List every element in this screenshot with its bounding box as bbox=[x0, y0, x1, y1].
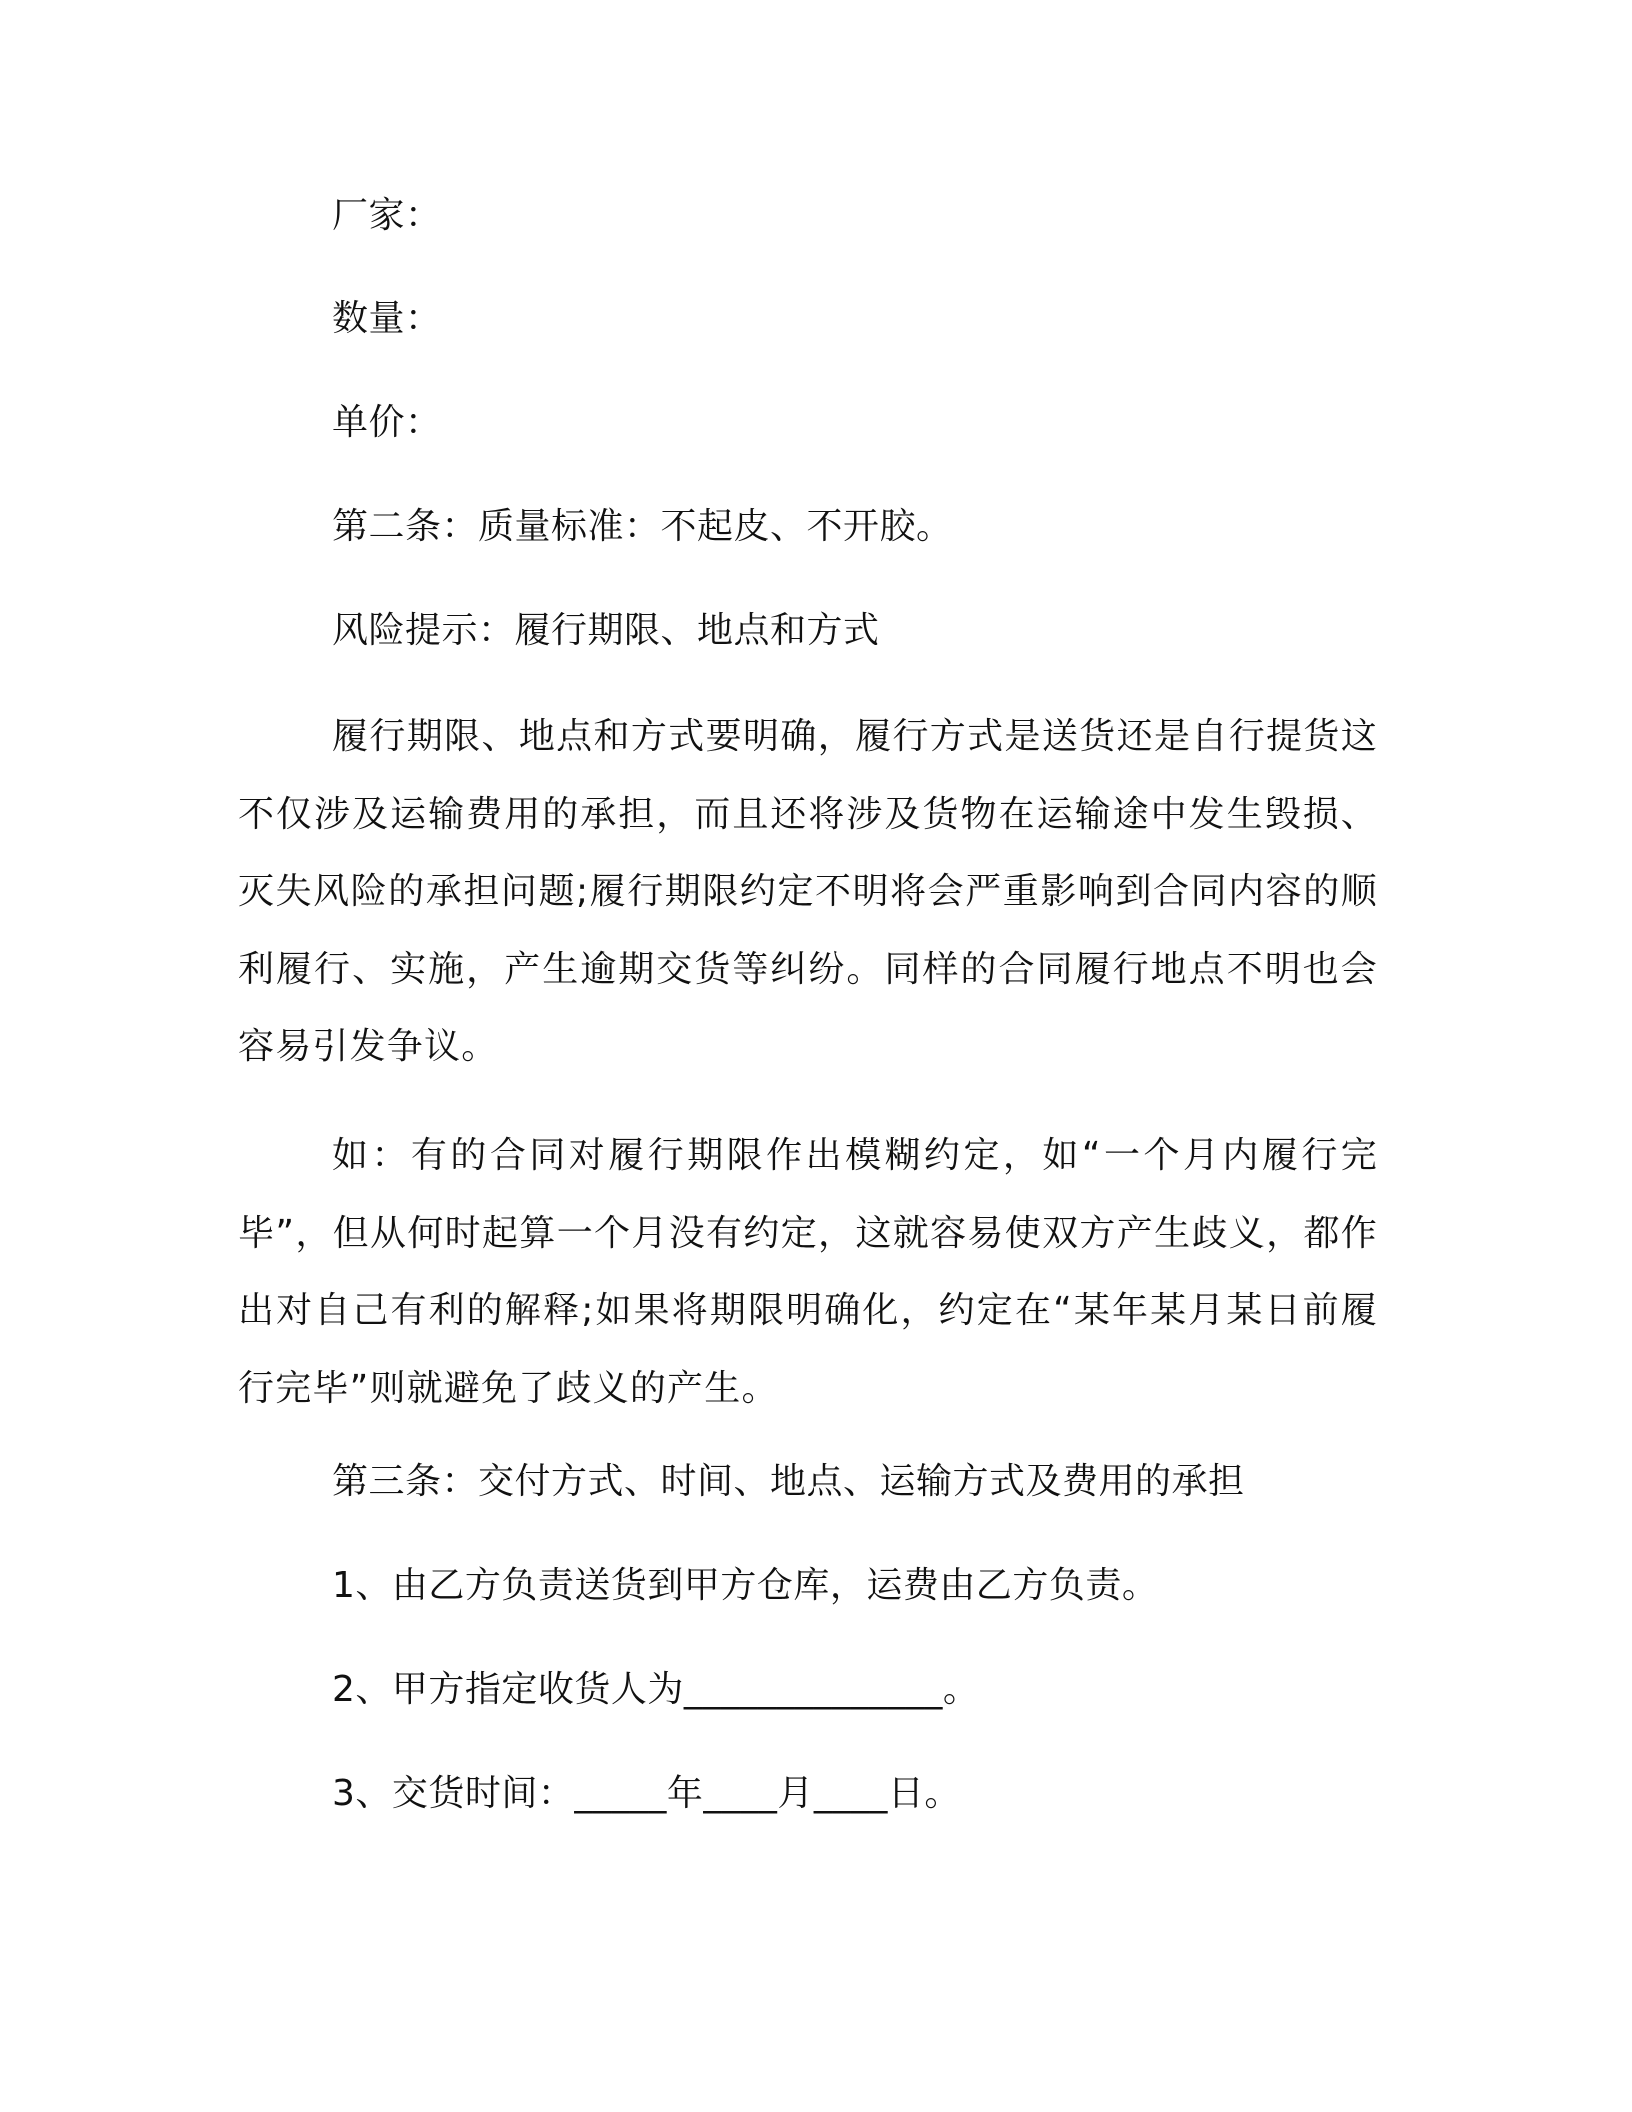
paragraph-example: 如：有的合同对履行期限作出模糊约定，如“一个月内履行完毕”，但从何时起算一个月没有约定，这就容易使双方产生歧义，都作出对自己有利的解释;如果将期限明确化，约定在“某年某月某日前履行完毕”则就避免了歧义的产生。 bbox=[238, 1135, 1378, 1409]
article-2-heading: 第二条：质量标准：不起皮、不开胶。 bbox=[332, 506, 953, 547]
field-manufacturer: 厂家： bbox=[332, 195, 442, 236]
item-1: 1、由乙方负责送货到甲方仓库，运费由乙方负责。 bbox=[332, 1565, 1159, 1606]
paragraph-performance-terms: 履行期限、地点和方式要明确，履行方式是送货还是自行提货这不仅涉及运输费用的承担，而且还将涉及货物在运输途中发生毁损、灭失风险的承担问题;履行期限约定不明将会严重影响到合同内容的顺利履行、实施，产生逾期交货等纠纷。同样的合同履行地点不明也会容易引发争议。 bbox=[238, 716, 1378, 1067]
field-unit-price: 单价： bbox=[332, 402, 442, 443]
field-quantity: 数量： bbox=[332, 298, 442, 339]
item-2-consignee: 2、甲方指定收货人为______________。 bbox=[332, 1669, 980, 1710]
item-3-delivery-time: 3、交货时间：_____年____月____日。 bbox=[332, 1773, 961, 1814]
article-3-heading: 第三条：交付方式、时间、地点、运输方式及费用的承担 bbox=[332, 1461, 1245, 1502]
risk-tip-heading: 风险提示：履行期限、地点和方式 bbox=[332, 610, 880, 651]
